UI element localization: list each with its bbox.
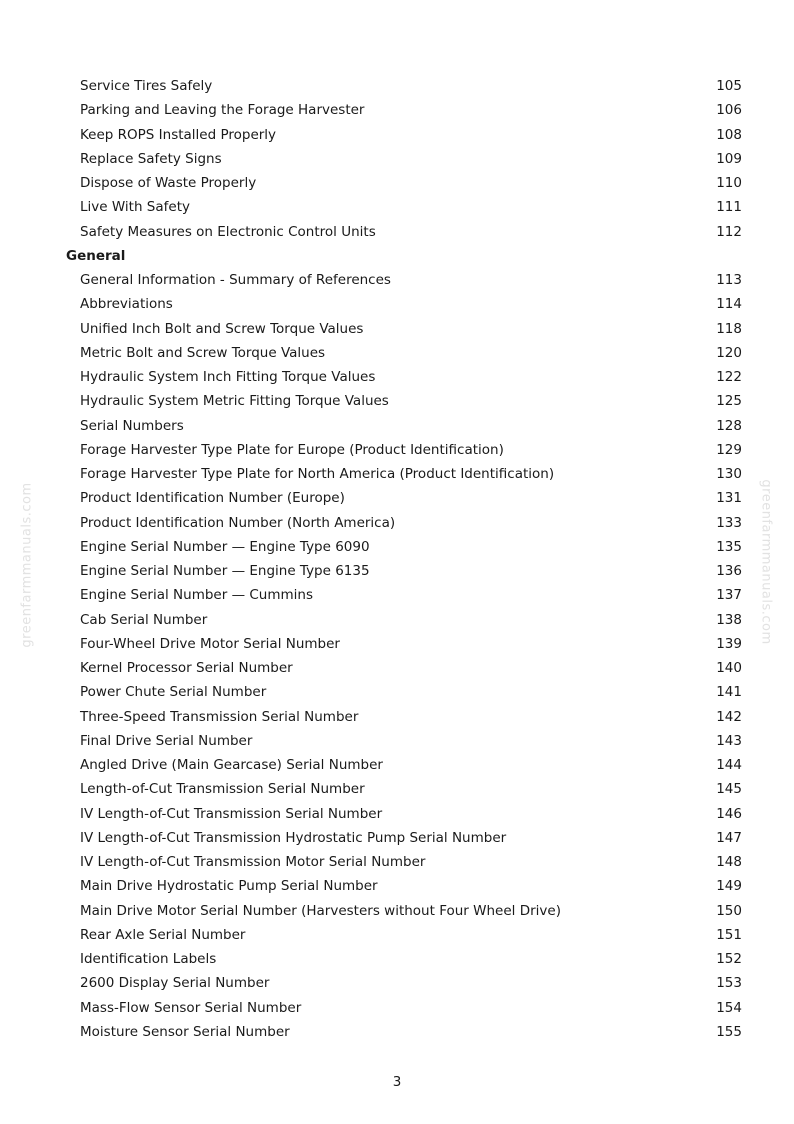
toc-entry[interactable] (0, 610, 794, 634)
toc-entry[interactable] (0, 319, 794, 343)
toc-entry-title: IV Length-of-Cut Transmission Motor Serial Number (80, 854, 426, 870)
toc-entry[interactable] (0, 998, 794, 1022)
toc-entry[interactable] (0, 561, 794, 585)
toc-entry-title: Serial Numbers (80, 417, 184, 434)
toc-entry-page: 122 (716, 369, 742, 385)
toc-entry-page: 152 (716, 951, 742, 967)
toc-entry[interactable] (0, 949, 794, 973)
toc-entry[interactable] (0, 464, 794, 488)
toc-entry-page: 138 (716, 611, 742, 628)
toc-entry-page: 141 (716, 684, 742, 701)
toc-entry[interactable] (0, 634, 794, 658)
toc-entry-title: Parking and Leaving the Forage Harvester (80, 102, 365, 119)
toc-entry[interactable] (0, 925, 794, 949)
toc-entry-page: 147 (716, 829, 742, 846)
toc-entry[interactable] (0, 416, 794, 440)
toc-entry-page: 139 (716, 635, 742, 652)
toc-entry-title: Moisture Sensor Serial Number (80, 1023, 290, 1040)
toc-entry[interactable] (0, 367, 794, 391)
toc-entry-page: 130 (716, 466, 742, 482)
toc-entry-page: 140 (716, 660, 742, 676)
toc-entry-title: Abbreviations (80, 296, 173, 313)
toc-entry-title: Rear Axle Serial Number (80, 926, 246, 943)
toc-entry-page: 114 (716, 296, 742, 313)
toc-entry-page: 128 (716, 417, 742, 434)
toc-entry-title: Main Drive Hydrostatic Pump Serial Number (80, 878, 378, 895)
toc-entry-title: Engine Serial Number — Engine Type 6090 (80, 538, 370, 555)
toc-entry-title: Unified Inch Bolt and Screw Torque Values (80, 320, 364, 337)
toc-entry-title: Product Identification Number (North America) (80, 514, 396, 531)
toc-entry-title: Service Tires Safely (80, 78, 213, 94)
toc-entry-title: Engine Serial Number — Cummins (80, 587, 313, 604)
toc-entry-title: General Information - Summary of References (80, 272, 391, 288)
toc-entry-page: 154 (716, 999, 742, 1016)
toc-entry-title: Hydraulic System Inch Fitting Torque Values (80, 369, 376, 385)
toc-entry-page: 120 (716, 344, 742, 361)
toc-entry-title: IV Length-of-Cut Transmission Hydrostatic Pump Serial Number (80, 829, 507, 846)
toc-entry-page: 108 (716, 126, 742, 143)
toc-entry-title: Identification Labels (80, 951, 217, 967)
toc-entry-page: 146 (716, 805, 742, 822)
toc-entry[interactable] (0, 1022, 794, 1046)
toc-entry-title: Four-Wheel Drive Motor Serial Number (80, 635, 340, 652)
toc-entry[interactable] (0, 707, 794, 731)
toc-entry[interactable] (0, 779, 794, 803)
toc-entry-title: Power Chute Serial Number (80, 684, 267, 701)
toc-entry-page: 118 (716, 320, 742, 337)
toc-entry-page: 145 (716, 781, 742, 798)
toc-entry[interactable] (0, 149, 794, 173)
toc-entry-page: 142 (716, 708, 742, 725)
toc-entry[interactable] (0, 100, 794, 124)
toc-entry-page: 144 (716, 757, 742, 773)
toc-entry-title: Product Identification Number (Europe) (80, 490, 345, 507)
toc-entry-title: Metric Bolt and Screw Torque Values (80, 344, 326, 361)
toc-entry[interactable] (0, 537, 794, 561)
toc-entry-title: Main Drive Motor Serial Number (Harvesters without Four Wheel Drive) (80, 902, 561, 919)
toc-entry[interactable] (0, 513, 794, 537)
toc-entry-title: IV Length-of-Cut Transmission Serial Number (80, 805, 383, 822)
toc-entry[interactable] (0, 270, 794, 294)
toc-entry[interactable] (0, 76, 794, 100)
toc-entry[interactable] (0, 852, 794, 876)
toc-entry-page: 143 (716, 732, 742, 749)
toc-entry-page: 153 (716, 975, 742, 992)
toc-entry-page: 133 (716, 514, 742, 531)
toc-entry-page: 125 (716, 393, 742, 410)
toc-entry-title: Three-Speed Transmission Serial Number (80, 708, 359, 725)
toc-entry-page: 109 (716, 150, 742, 167)
toc-entry-title: Angled Drive (Main Gearcase) Serial Number (80, 757, 383, 773)
toc-entry-page: 135 (716, 538, 742, 555)
toc-entry[interactable] (0, 804, 794, 828)
toc-entry-title: Kernel Processor Serial Number (80, 660, 293, 676)
toc-entry-title: Live With Safety (80, 199, 190, 216)
toc-entry[interactable] (0, 125, 794, 149)
toc-entry[interactable] (0, 585, 794, 609)
toc-entry-page: 149 (716, 878, 742, 895)
toc-entry[interactable] (0, 973, 794, 997)
toc-entry-title: Dispose of Waste Properly (80, 175, 257, 191)
toc-entry[interactable] (0, 901, 794, 925)
toc-entry-page: 110 (716, 175, 742, 191)
toc-entry[interactable] (0, 197, 794, 221)
toc-entry[interactable] (0, 391, 794, 415)
section-heading (0, 246, 794, 270)
toc-entry-title: Forage Harvester Type Plate for North America (Product Identification) (80, 466, 555, 482)
toc-entry[interactable] (0, 658, 794, 682)
toc-entry-page: 151 (716, 926, 742, 943)
toc-entry-title: Mass-Flow Sensor Serial Number (80, 999, 302, 1016)
watermark-right: greenfarmmanuals.com (758, 479, 774, 645)
toc-entry-title: 2600 Display Serial Number (80, 975, 270, 992)
toc-entry-page: 112 (716, 223, 742, 240)
toc-entry-page: 137 (716, 587, 742, 604)
toc-entry[interactable] (0, 294, 794, 318)
toc-entry-title: Length-of-Cut Transmission Serial Number (80, 781, 365, 798)
toc-entry-page: 105 (716, 78, 742, 94)
toc-entry[interactable] (0, 755, 794, 779)
toc-entry[interactable] (0, 731, 794, 755)
toc-entry-title: Engine Serial Number — Engine Type 6135 (80, 563, 370, 579)
watermark-left: greenfarmmanuals.com (19, 482, 35, 648)
toc-entry-page: 106 (716, 102, 742, 119)
toc-entry[interactable] (0, 440, 794, 464)
page-number: 3 (392, 1074, 402, 1090)
toc-entry[interactable] (0, 876, 794, 900)
toc-entry-page: 113 (716, 272, 742, 288)
toc-entry-page: 131 (716, 490, 742, 507)
toc-entry-page: 150 (716, 902, 742, 919)
toc-entry[interactable] (0, 173, 794, 197)
toc-entry-title: Forage Harvester Type Plate for Europe (Product Identification) (80, 441, 504, 458)
toc-entry-title: Cab Serial Number (80, 611, 208, 628)
section-heading-title: General (66, 247, 126, 264)
toc-entry-title: Final Drive Serial Number (80, 732, 253, 749)
toc-entry-title: Hydraulic System Metric Fitting Torque Values (80, 393, 389, 410)
toc-entry[interactable] (0, 828, 794, 852)
toc-entry-page: 155 (716, 1023, 742, 1040)
toc-entry-page: 129 (716, 441, 742, 458)
toc-entry-title: Safety Measures on Electronic Control Units (80, 223, 376, 240)
toc-entry-title: Replace Safety Signs (80, 150, 222, 167)
toc-entry[interactable] (0, 343, 794, 367)
toc-entry-page: 148 (716, 854, 742, 870)
toc-entry-title: Keep ROPS Installed Properly (80, 126, 277, 143)
table-of-contents (0, 76, 794, 1046)
toc-entry[interactable] (0, 488, 794, 512)
toc-entry-page: 111 (716, 199, 742, 216)
toc-entry[interactable] (0, 682, 794, 706)
toc-entry-page: 136 (716, 563, 742, 579)
toc-entry[interactable] (0, 222, 794, 246)
